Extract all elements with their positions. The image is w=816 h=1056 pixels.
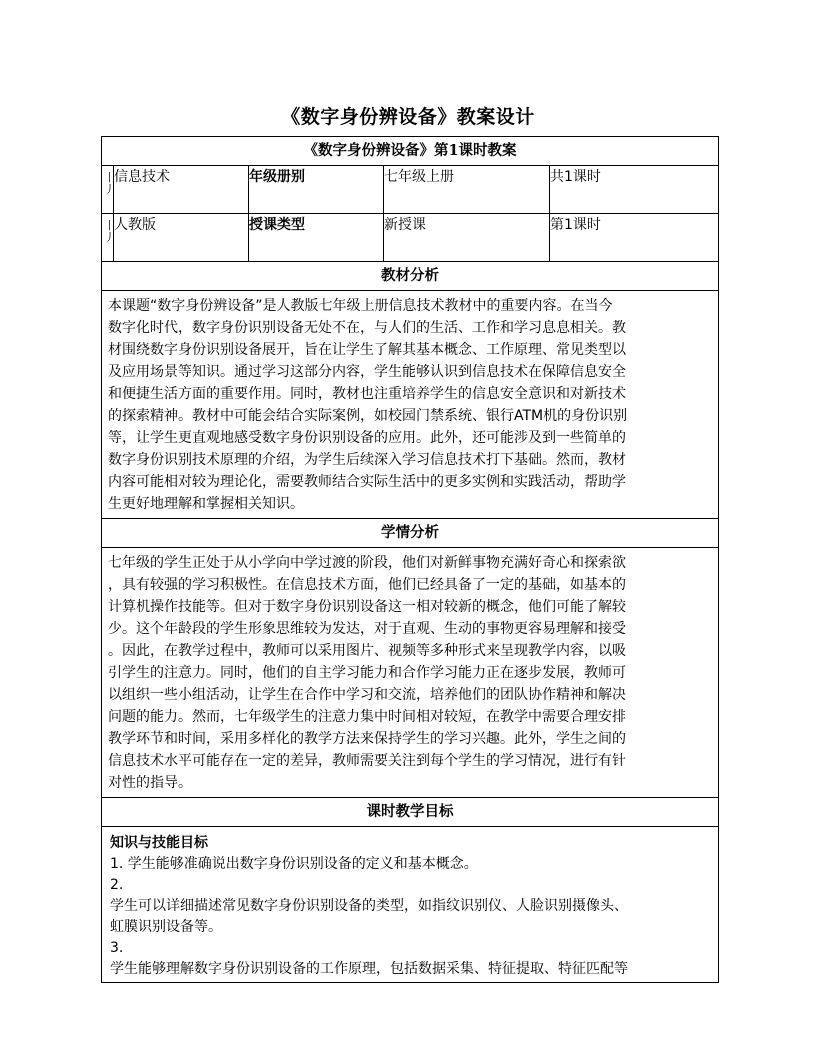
lesson-number-value: 第1课时 bbox=[550, 214, 719, 262]
clipped-label-cell: 丨 丿 bbox=[102, 214, 114, 262]
paragraph-line: 本课题“数字身份辨设备”是人教版七年级上册信息技术教材中的重要内容。在当今 bbox=[108, 298, 613, 314]
meta-row-1 bbox=[102, 166, 719, 214]
objective-line: 学生能够理解数字身份识别设备的工作原理，包括数据采集、特征提取、特征匹配等 bbox=[110, 961, 628, 977]
student-analysis-row bbox=[102, 548, 719, 798]
objective-line: 1. 学生能够准确说出数字身份识别设备的定义和基本概念。 bbox=[110, 856, 478, 872]
objective-line: 学生可以详细描述常见数字身份识别设备的类型，如指纹识别仪、人脸识别摄像头、 bbox=[110, 898, 628, 914]
objective-line: 3. bbox=[110, 940, 124, 956]
paragraph-line: 生更好地理解和掌握相关知识。 bbox=[108, 496, 304, 512]
objective-line: 虹膜识别设备等。 bbox=[110, 919, 222, 935]
paragraph-line: 问题的能力。然而，七年级学生的注意力集中时间相对较短，在教学中需要合理安排 bbox=[108, 709, 626, 725]
paragraph-line: 教学环节和时间，采用多样化的教学方法来保持学生的学习兴趣。此外，学生之间的 bbox=[108, 731, 626, 747]
material-analysis-heading-row bbox=[102, 262, 719, 291]
document-title: 《数字身份辨设备》教案设计 bbox=[281, 106, 535, 128]
paragraph-line: 七年级的学生正处于从小学向中学过渡的阶段，他们对新鲜事物充满好奇心和探索欲 bbox=[108, 555, 626, 571]
paragraph-line: 少。这个年龄段的学生形象思维较为发达，对于直观、生动的事物更容易理解和接受 bbox=[108, 621, 626, 637]
student-analysis-text bbox=[102, 548, 718, 797]
objectives-subheading: 知识与技能目标 bbox=[110, 835, 208, 851]
objectives-text bbox=[102, 827, 718, 982]
meta-row-2 bbox=[102, 214, 719, 262]
edition-value: 人教版 bbox=[114, 214, 249, 262]
section-heading: 教材分析 bbox=[102, 262, 719, 291]
paragraph-line: 引学生的注意力。同时，他们的自主学习能力和合作学习能力正在逐步发展，教师可 bbox=[108, 665, 626, 681]
grade-label: 年级册别 bbox=[249, 166, 384, 214]
lesson-type-value: 新授课 bbox=[384, 214, 550, 262]
student-analysis-heading-row bbox=[102, 519, 719, 548]
paragraph-line: 内容可能相对较为理论化，需要教师结合实际生活中的更多实例和实践活动，帮助学 bbox=[108, 474, 626, 490]
paragraph-line: 计算机操作技能等。但对于数字身份识别设备这一相对较新的概念，他们可能了解较 bbox=[108, 599, 626, 615]
grade-value: 七年级上册 bbox=[384, 166, 550, 214]
objectives-row bbox=[102, 827, 719, 983]
material-analysis-row bbox=[102, 291, 719, 519]
lesson-header: 《数字身份辨设备》第1课时教案 bbox=[102, 137, 719, 166]
subject-value: 信息技术 bbox=[114, 166, 249, 214]
paragraph-line: 数字化时代，数字身份识别设备无处不在，与人们的生活、工作和学习息息相关。教 bbox=[108, 320, 626, 336]
paragraph-line: 。因此，在教学过程中，教师可以采用图片、视频等多种形式来呈现教学内容，以吸 bbox=[108, 643, 626, 659]
paragraph-line: 对性的指导。 bbox=[108, 775, 192, 791]
lesson-plan-table bbox=[101, 136, 719, 983]
objective-line: 2. bbox=[110, 877, 124, 893]
section-heading: 学情分析 bbox=[102, 519, 719, 548]
objectives-heading-row bbox=[102, 798, 719, 827]
paragraph-line: 的探索精神。教材中可能会结合实际案例，如校园门禁系统、银行ATM机的身份识别 bbox=[108, 408, 628, 424]
paragraph-line: 及应用场景等知识。通过学习这部分内容，学生能够认识到信息技术在保障信息安全 bbox=[108, 364, 626, 380]
paragraph-line: 和便捷生活方面的重要作用。同时，教材也注重培养学生的信息安全意识和对新技术 bbox=[108, 386, 626, 402]
paragraph-line: 数字身份识别技术原理的介绍，为学生后续深入学习信息技术打下基础。然而，教材 bbox=[108, 452, 626, 468]
paragraph-line: 信息技术水平可能存在一定的差异，教师需要关注到每个学生的学习情况，进行有针 bbox=[108, 753, 626, 769]
lesson-type-label: 授课类型 bbox=[249, 214, 384, 262]
paragraph-line: 以组织一些小组活动，让学生在合作中学习和交流，培养他们的团队协作精神和解决 bbox=[108, 687, 626, 703]
clipped-label-cell: 丨 丿 bbox=[102, 166, 114, 214]
paragraph-line: ，具有较强的学习积极性。在信息技术方面，他们已经具备了一定的基础，如基本的 bbox=[108, 577, 626, 593]
section-heading: 课时教学目标 bbox=[102, 798, 719, 827]
paragraph-line: 材围绕数字身份识别设备展开，旨在让学生了解其基本概念、工作原理、常见类型以 bbox=[108, 342, 626, 358]
table-header-row bbox=[102, 137, 719, 166]
paragraph-line: 等，让学生更直观地感受数字身份识别设备的应用。此外，还可能涉及到一些简单的 bbox=[108, 430, 626, 446]
total-lessons-value: 共1课时 bbox=[550, 166, 719, 214]
material-analysis-text bbox=[102, 291, 718, 518]
